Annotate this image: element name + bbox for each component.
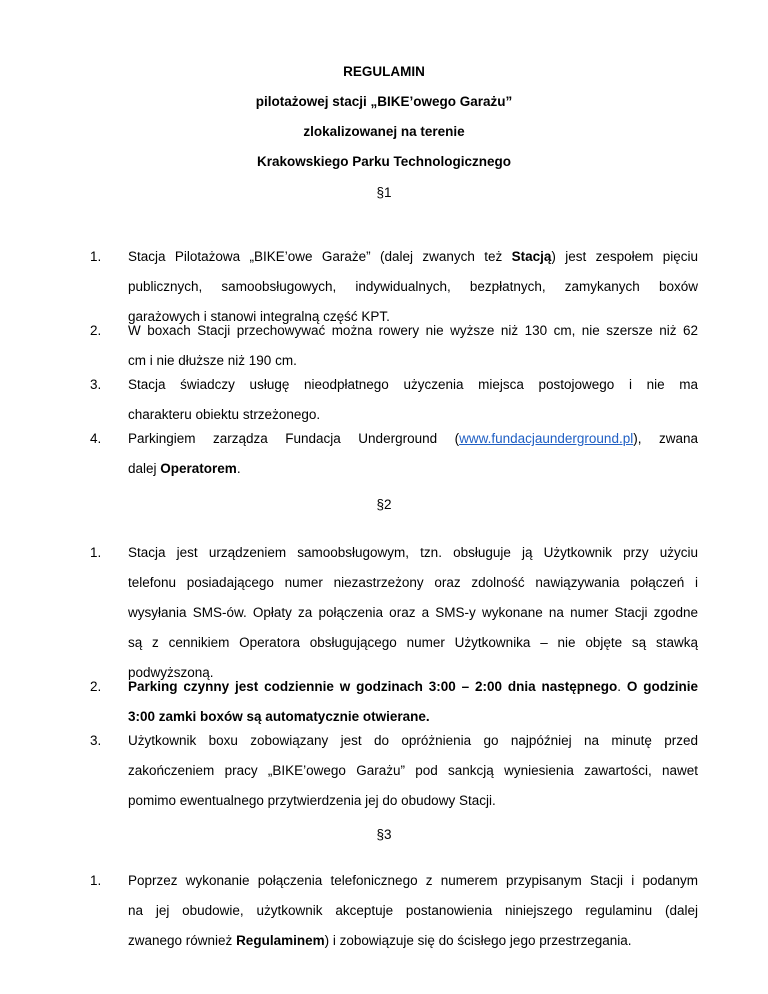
item-line: cm i nie dłuższe niż 190 cm. — [128, 353, 297, 368]
title-line-3: zlokalizowanej na terenie — [303, 124, 465, 139]
text-run: ), zwana — [633, 431, 698, 446]
item-line: pomimo ewentualnego przytwierdzenia jej do obudowy Stacji. — [128, 793, 496, 808]
text-run: ) jest zespołem pięciu — [551, 249, 698, 264]
item-line: publicznych, samoobsługowych, indywidualnych, bezpłatnych, zamykanych boxów — [128, 279, 698, 294]
item-number: 2. — [90, 679, 102, 694]
title-line-1: REGULAMIN — [343, 64, 425, 79]
s3-item-1 — [90, 866, 698, 956]
bold-term: Stacją — [511, 249, 552, 264]
item-line — [128, 926, 698, 956]
item-number: 4. — [90, 431, 102, 446]
title-line-4: Krakowskiego Parku Technologicznego — [256, 154, 512, 169]
bold-term: Parking czynny jest codziennie w godzinach 3:00 – 2:00 dnia następnego — [128, 679, 618, 694]
item-line: na jej obudowie, użytkownik akceptuje postanowienia niniejszego regulaminu (dalej — [128, 903, 698, 918]
section-1-heading: §1 — [376, 185, 392, 200]
item-line — [128, 454, 698, 484]
bold-term: O godzinie — [626, 679, 699, 694]
item-line: wysyłania SMS-ów. Opłaty za połączenia oraz a SMS-y wykonane na numer Stacji zgodne — [128, 605, 698, 620]
text-run: . — [236, 461, 241, 476]
s1-item-4 — [90, 424, 698, 484]
bold-term: Operatorem — [160, 461, 237, 476]
item-line: garażowych i stanowi integralną część KPT. — [128, 309, 390, 324]
s2-item-3 — [90, 726, 698, 816]
item-number: 3. — [90, 733, 102, 748]
item-line: zakończeniem pracy „BIKE’owego Garażu” pod sankcją wyniesienia zawartości, nawet — [128, 763, 698, 778]
item-line: Poprzez wykonanie połączenia telefonicznego z numerem przypisanym Stacji i podanym — [128, 873, 698, 888]
s2-item-1 — [90, 538, 698, 688]
item-line: charakteru obiektu strzeżonego. — [128, 407, 321, 422]
s1-item-3 — [90, 370, 698, 430]
item-number: 1. — [90, 873, 102, 888]
bold-term: Regulaminem — [236, 933, 325, 948]
item-number: 2. — [90, 323, 102, 338]
section-3-heading: §3 — [376, 827, 392, 842]
text-run: Parkingiem zarządza Fundacja Underground ( — [128, 431, 460, 446]
text-run: Stacja Pilotażowa „BIKE’owe Garaże” (dalej zwanych też — [128, 249, 512, 264]
item-number: 3. — [90, 377, 102, 392]
s2-item-2 — [90, 672, 698, 732]
title-line-2: pilotażowej stacji „BIKE’owego Garażu” — [255, 94, 513, 109]
document-title — [0, 62, 768, 182]
item-line: Stacja świadczy usługę nieodpłatnego użyczenia miejsca postojowego i nie ma — [128, 377, 698, 392]
item-number: 1. — [90, 249, 102, 264]
item-line — [128, 424, 698, 454]
item-line: są z cennikiem Operatora obsługującego numer Użytkownika – nie objęte są stawką — [128, 635, 698, 650]
item-number: 1. — [90, 545, 102, 560]
item-line: podwyższoną. — [128, 665, 214, 680]
item-line: Użytkownik boxu zobowiązany jest do opróżnienia go najpóźniej na minutę przed — [128, 733, 698, 748]
text-run: . — [617, 679, 627, 694]
bold-term: 3:00 zamki boxów są automatycznie otwierane. — [128, 709, 430, 724]
text-run: ) i zobowiązuje się do ścisłego jego przestrzegania. — [324, 933, 632, 948]
item-line — [128, 672, 698, 702]
section-2-heading: §2 — [376, 497, 392, 512]
item-line: Stacja jest urządzeniem samoobsługowym, tzn. obsługuje ją Użytkownik przy użyciu — [128, 545, 698, 560]
s1-item-2 — [90, 316, 698, 376]
text-run: dalej — [128, 461, 161, 476]
text-run: zwanego również — [128, 933, 237, 948]
item-line — [128, 242, 698, 272]
item-line: telefonu posiadającego numer niezastrzeżony oraz zdolność nawiązywania połączeń i — [128, 575, 698, 590]
item-line: W boxach Stacji przechowywać można rowery nie wyższe niż 130 cm, nie szersze niż 62 — [128, 323, 698, 338]
operator-website-link[interactable]: www.fundacjaunderground.pl — [459, 431, 634, 446]
